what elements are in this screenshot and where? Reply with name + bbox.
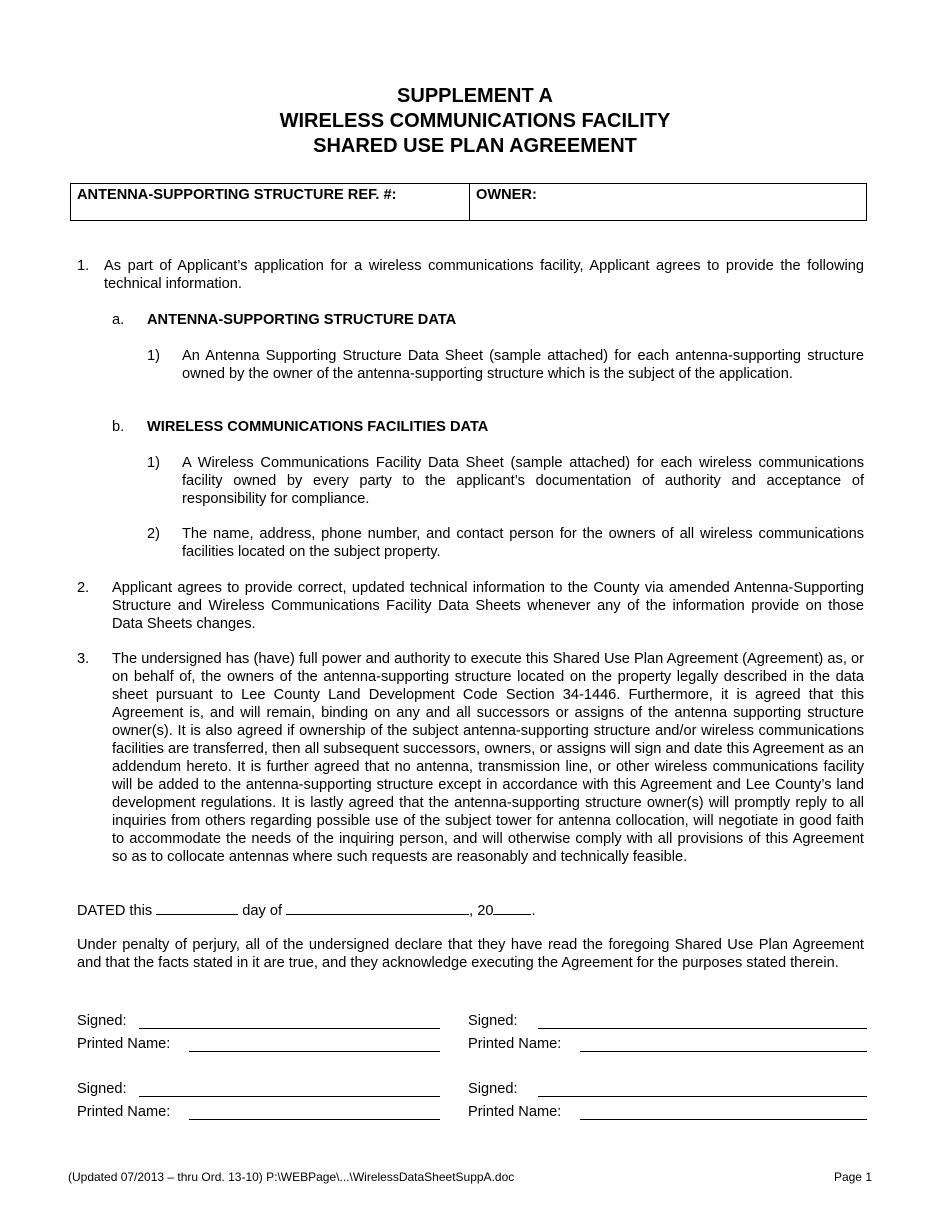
printed-name-label-right-2: Printed Name: [468, 1104, 562, 1120]
signed-label-left-1: Signed: [77, 1013, 127, 1029]
printed-name-label-left-2: Printed Name: [77, 1104, 171, 1120]
dated-day-of: day of [242, 903, 283, 919]
signature-field-left-2[interactable] [139, 1096, 440, 1097]
title-line-1: SUPPLEMENT A [397, 85, 553, 107]
signed-label-right-1: Signed: [468, 1013, 518, 1029]
footer-document-info: (Updated 07/2013 – thru Ord. 13-10) P:\WEBPage\...\WirelessDataSheetSuppA.doc [68, 1170, 515, 1184]
dated-end: . [531, 903, 536, 919]
owner-cell[interactable] [470, 184, 866, 220]
printed-name-label-right-1: Printed Name: [468, 1036, 562, 1052]
section-1a-heading: ANTENNA-SUPPORTING STRUCTURE DATA [147, 312, 457, 328]
printed-name-field-left-2[interactable] [189, 1119, 440, 1120]
structure-ref-cell[interactable] [71, 184, 470, 220]
dated-line [77, 900, 536, 920]
section-1a-item1-text: An Antenna Supporting Structure Data Sheet (sample attached) for each antenna-supporting structure owned by the owner of the antenna-supporting structure which is the subject of the application. [182, 348, 864, 382]
dated-year-field[interactable] [493, 900, 531, 915]
signature-field-left-1[interactable] [139, 1028, 440, 1029]
section-1b-item1-text: A Wireless Communications Facility Data Sheet (sample attached) for each wireless communications facility owned by every party to the applicant’s documentation of authority and acceptance of responsibility for compliance. [182, 455, 864, 507]
signed-label-left-2: Signed: [77, 1081, 127, 1097]
section-1a-letter: a. [112, 312, 125, 328]
printed-name-field-left-1[interactable] [189, 1051, 440, 1052]
title-line-3: SHARED USE PLAN AGREEMENT [313, 135, 637, 157]
section-1-text: As part of Applicant’s application for a wireless communications facility, Applicant agrees to provide the following technical information. [104, 258, 864, 292]
section-1-number: 1. [77, 258, 90, 274]
printed-name-field-right-2[interactable] [580, 1119, 867, 1120]
section-1b-item1-number: 1) [147, 455, 160, 471]
section-1b-letter: b. [112, 419, 125, 435]
section-2-text: Applicant agrees to provide correct, updated technical information to the County via amended Antenna-Supporting Structure and Wireless Communications Facility Data Sheets whenever any of the information provide on those Data Sheets changes. [112, 580, 864, 632]
footer-page-number: Page 1 [833, 1170, 872, 1184]
dated-month-field[interactable] [286, 900, 469, 915]
signed-label-right-2: Signed: [468, 1081, 518, 1097]
printed-name-label-left-1: Printed Name: [77, 1036, 171, 1052]
section-1b-item2-text: The name, address, phone number, and contact person for the owners of all wireless communications facilities located on the subject property. [182, 526, 864, 560]
section-1b-item2-number: 2) [147, 526, 160, 542]
dated-prefix: DATED this [77, 903, 153, 919]
title-line-2: WIRELESS COMMUNICATIONS FACILITY [279, 110, 671, 132]
signature-field-right-2[interactable] [538, 1096, 867, 1097]
owner-label: OWNER: [476, 187, 537, 203]
signature-field-right-1[interactable] [538, 1028, 867, 1029]
section-3-text: The undersigned has (have) full power and authority to execute this Shared Use Plan Agreement (Agreement) as, or on behalf of, the owners of the antenna-supporting structure located on the property legally described in the data sheet pursuant to Lee County Land Development Code Section 34-1446. Furthermore, it is agreed that this Agreement is, and will remain, binding on any and all successors or assigns of the antenna supporting structure owner(s). It is also agreed if ownership of the subject antenna-supporting structure and/or wireless communications facilities are transferred, then all subsequent successors, owners, or assigns will sign and date this Agreement as an addendum hereto. It is further agreed that no antenna, transmission line, or other wireless communications facility will be added to the antenna-supporting structure except in accordance with this Agreement and Lee County’s land development regulations. It is lastly agreed that the antenna-supporting structure owner(s) will promptly reply to all inquiries from others regarding possible use of the subject tower for antenna collocation, will negotiate in good faith to accommodate the needs of the inquiring person, and will otherwise comply with all provisions of this Agreement so as to collocate antennas where such requests are reasonably and technically feasible. [112, 651, 864, 865]
section-1a-item1-number: 1) [147, 348, 160, 364]
section-3-number: 3. [77, 651, 90, 667]
section-1b-heading: WIRELESS COMMUNICATIONS FACILITIES DATA [147, 419, 489, 435]
section-2-number: 2. [77, 580, 90, 596]
structure-ref-label: ANTENNA-SUPPORTING STRUCTURE REF. #: [77, 187, 397, 203]
printed-name-field-right-1[interactable] [580, 1051, 867, 1052]
document-title [0, 84, 950, 159]
perjury-statement: Under penalty of perjury, all of the undersigned declare that they have read the foregoing Shared Use Plan Agreement and that the facts stated in it are true, and they acknowledge executing the Agreement for the purposes stated therein. [77, 937, 864, 971]
reference-table [70, 183, 867, 221]
dated-year-prefix: , 20 [469, 903, 494, 919]
dated-day-field[interactable] [156, 900, 238, 915]
